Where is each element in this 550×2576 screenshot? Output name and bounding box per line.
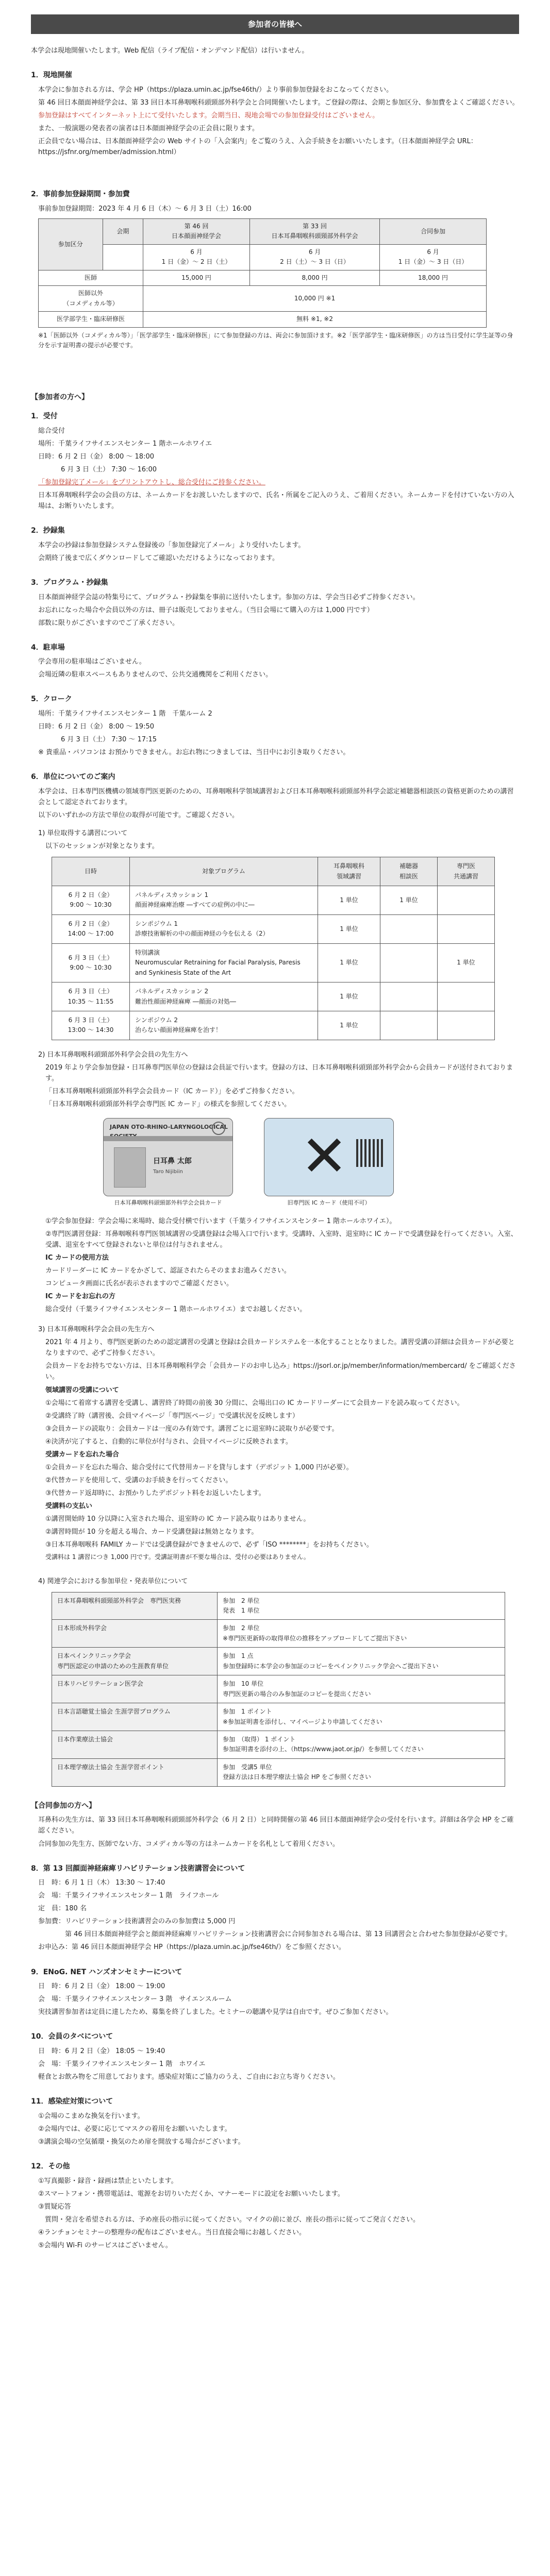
paragraph: ③日本耳鼻咽喉科 FAMILY カードでは受講登録ができませんので、必ず「ISO ********」をお持ちください。 [45,1541,373,1549]
paragraph: ③会員カードの読取り：会員カードは一度のみ有効です。講習ごとに退室時に読取りが必要です。 [45,1425,339,1433]
table-cell: 6 月 2 日（金） 14:00 ～ 17:00 [52,914,130,943]
subsection-heading: 受講料の支払い [45,1502,93,1510]
paragraph: お忘れになった場合や会員以外の方は、冊子は販売しておりません。（当日会場にて購入の方は 1,000 円です） [38,606,374,614]
table-cell: 日本リハビリテーション医学会 [52,1675,218,1703]
paragraph: 「参加登録完了メール」をプリントアウトし、総合受付にご持参ください。 [38,478,265,486]
table-cell: 無料 ※1, ※2 [143,312,487,327]
paragraph: IC カードをお忘れの方 [45,1293,115,1301]
card-name: 日耳鼻 太郎 [153,1157,192,1166]
paragraph: 軽食とお飲み物をご用意しております。感染症対策にご協力のうえ、ご自由にお立ち寄りください。 [38,2073,340,2081]
paragraph: ①会員カードを忘れた場合、総合受付にて代替用カードを貸与します（デポジット 1,000 円が必要）。 [45,1463,353,1471]
old-card-image [264,1118,394,1196]
table-cell: 1 単位 [318,914,380,943]
table-cell: 参加 受講5 単位 登録方法は日本理学療法士協会 HP をご参照ください [218,1758,505,1786]
section-heading: 9．ENoG. NET ハンズオンセミナーについて [31,1968,182,1976]
paragraph: お申込み：第 46 回日本顔面神経学会 HP（https://plaza.umin.ac.jp/fse46th/）をご参照ください。 [38,1943,345,1952]
paragraph: 以下のセッションが対象となります。 [45,842,159,851]
paragraph: 本学会に参加される方は、学会 HP（https://plaza.umin.ac.jp/fse46th/）より事前参加登録をおこなってください。 [38,86,393,94]
table-header: 第 46 回 日本顔面神経学会 [143,219,250,245]
paragraph: IC カードの使用方法 [45,1254,109,1262]
table-cell [438,982,495,1011]
table-cell: 医師 [39,270,143,285]
table-cell: 医師以外 （コメディカル等） [39,286,143,312]
table-cell: シンポジウム 1 診療技術解析の中の顔面神経の今を伝える（2） [130,914,318,943]
paragraph: ①講習開始時 10 分以降に入室された場合、退室時の IC カード読み取りはありません。 [45,1515,310,1523]
paragraph: ⑤会場内 Wi-Fi のサービスはございません。 [38,2241,172,2249]
section-misc [31,2161,519,2251]
reception-time: 6 月 3 日（土） 7:30 ～ 16:00 [61,465,157,473]
table-header: 会期 [103,219,143,245]
paragraph: ④ランチョンセミナーの整理券の配布はございません。当日直接会場にお越しください。 [38,2228,306,2236]
table-header: 参加区分 [39,219,103,270]
qr-code-icon [356,1139,384,1167]
paragraph: 第 46 回日本顔面神経学会と顔面神経麻痺リハビリテーション技術講習会に合同参加される場合は、第 13 回講習会と合わせた参加登録が必要です。 [38,1930,512,1939]
paragraph: 第 46 回日本顔面神経学会は、第 33 回日本耳鼻咽喉科頭頸部外科学会と合同開催いたします。ご登録の際は、会期と参加区分、参加費をよくご確認ください。 [38,99,519,107]
table-cell [380,982,438,1011]
section-heading: 10．会員のタベについて [31,2032,113,2041]
paragraph: ①学会参加登録：学会会場に来場時、総合受付横で行います（千葉ライフサイエンスセンター 1 階ホールホワイエ）。 [45,1217,396,1225]
paragraph: ③質疑応答 [38,2202,71,2211]
section-heading: 12．その他 [31,2162,70,2171]
table-cell: 6 月 1 日（金）～ 3 日（日） [380,244,487,270]
table-header: 合同参加 [380,219,487,245]
card-label: JAPAN OTO-RHINO-LARYNGOLOGICAL [110,1124,228,1131]
paragraph: ②会場内では、必要に応じてマスクの着用をお願いいたします。 [38,2125,231,2133]
paragraph: 受講料は 1 講習につき 1,000 円です。受講証明書が不要な場合は、受付の必要はありません。 [45,1553,310,1561]
table-row [52,1703,505,1731]
intro [31,45,519,56]
table-cell [380,1011,438,1040]
paragraph: 2019 年より学会参加登録・日耳鼻専門医単位の登録は会員証で行います。登録の方は、日本耳鼻咽喉科頭頸部外科学会から会員カードが送付されております。 [45,1063,513,1082]
section-enog-seminar [31,1967,519,2018]
reception-time: 日時：6 月 2 日（金） 8:00 ～ 18:00 [38,452,154,461]
paragraph: 会 場：千葉ライフサイエンスセンター 1 階 ホワイエ [38,2060,206,2069]
paragraph: 本学会の抄録は参加登録システム登録後の「参加登録完了メール」より受付いたします。 [38,541,305,549]
table-cell: 1 単位 [318,943,380,982]
photo-placeholder-icon [114,1147,146,1188]
paragraph: ②講習時間が 10 分を超える場合、カード受講登録は無効となります。 [45,1528,258,1536]
card-caption: 日本耳鼻咽喉科頭頸部外科学会会員カード [114,1199,222,1207]
table-cell [380,914,438,943]
cloak-time: 6 月 3 日（土） 7:30 ～ 17:15 [61,736,157,744]
related-credits-table [52,1592,505,1787]
section-onsite [31,70,519,158]
table-cell: パネルディスカッション 2 難治性顔面神経麻痺 ―顔面の対処― [130,982,318,1011]
table-cell: 参加 （取得） 1 ポイント 参加証明書を添付の上、（https://www.jaot.or.jp/）を参照してください [218,1731,505,1758]
section-cloak [31,693,519,758]
section-heading: 8．第 13 回顔面神経麻痺リハビリテーション技術講習会について [31,1864,245,1873]
table-row [52,1675,505,1703]
subsection-heading: 1) 単位取得する講習について [38,829,128,838]
cloak-time: 日時：6 月 2 日（金） 8:00 ～ 19:50 [38,723,154,731]
paragraph: 合同参加の先生方、医師でない方、コメディカル等の方はネームカードを名札として着用ください。 [38,1840,339,1848]
subsection-heading: 領域講習の受講について [45,1386,119,1394]
table-cell: 参加 2 単位 ※専門医更新時の取得単位の推移をアップロードしてご提出下さい [218,1620,505,1648]
paragraph: ④決済が完了すると、自動的に単位が付与され、会員マイページに反映されます。 [45,1437,292,1446]
member-card-image [103,1118,233,1196]
paragraph: 会 場：千葉ライフサイエンスセンター 3 階 サイエンスルーム [38,1995,232,2004]
table-row [52,982,495,1011]
paragraph: 2021 年 4 月より、専門医更新のための認定講習の受講と登録は会員カードシステムを一本化することとなりました。講習受講の詳細は会員カードが必要となりますので、必ずご持参ください。 [45,1338,515,1358]
paragraph: 会場近隣の駐車スペースもありませんので、公共交通機関をご利用ください。 [38,671,273,679]
paragraph: また、一般演題の発表者の演者は日本顔面神経学会の正会員に限ります。 [38,125,259,133]
paragraph: ②専門医講習登録：耳鼻咽喉科専門医領域講習の受講登録は会場入口で行います。受講時、入室時、退室時に IC カードで受講登録を行ってください。入室、受講、退室をすべて登録されないと単位は付与されません。 [45,1230,518,1249]
paragraph: ①会場のこまめな換気を行います。 [38,2112,144,2120]
table-cell [438,1011,495,1040]
table-cell: 1 単位 [318,982,380,1011]
section-program-book [31,577,519,629]
table-cell: 6 月 1 日（金）～ 2 日（土） [143,244,250,270]
intro-line: 本学会は現地開催いたします。Web 配信（ライブ配信・オンデマンド配信）は行いません。 [31,47,309,55]
paragraph: カードリーダーに IC カードをかざして、認証されたらそのままお進みください。 [45,1267,291,1275]
table-row [52,914,495,943]
subsection-heading: 3) 日本耳鼻咽喉科学会会員の先生方へ [38,1326,155,1334]
table-cell: 参加 1 ポイント ※参加証明書を添付し、マイページより申請してください [218,1703,505,1731]
table-cell: 18,000 円 [380,270,487,285]
program-table [52,857,495,1040]
paragraph: 総合受付（千葉ライフサイエンスセンター 1 階ホールホワイエ）までお越しください。 [45,1306,307,1314]
table-cell: 1 単位 [318,1011,380,1040]
section-heading: 1．現地開催 [31,71,72,80]
paragraph: 会 場：千葉ライフサイエンスセンター 1 階 ライフホール [38,1892,219,1900]
table-row [52,1011,495,1040]
section-rehab-course [31,1863,519,1953]
table-cell: パネルディスカッション 1 顔面神経麻痺治療 ―すべての症例の中に― [130,886,318,915]
table-cell: 1 単位 [318,886,380,915]
table-row [52,857,495,886]
paragraph: 正会員でない場合は、日本顔面神経学会の Web サイトの「入会案内」をご覧のうえ、入会手続きをお願いいたします。（日本顔面神経学会 URL：https://jsfnr.org/member/admission.html） [38,138,477,157]
paragraph: 質問・発言を希望される方は、予め座長の指示に従ってください。マイクの前に並び、座長の指示に従ってご発言ください。 [38,2215,420,2224]
section-heading: 11．感染症対策について [31,2097,113,2106]
table-row [52,1620,505,1648]
paragraph: 本学会は、日本専門医機構の領域専門医更新のための、耳鼻咽喉科学領域講習および日本耳鼻咽喉科頭頸部外科学会認定補聴器相談医の資格更新のための講習会として認定されております。 [38,787,514,806]
table-cell: 6 月 2 日（金） 9:00 ～ 10:30 [52,886,130,915]
table-cell: 6 月 3 日（土） 10:35 ～ 11:55 [52,982,130,1011]
paragraph: 日 時：6 月 2 日（金） 18:05 ～ 19:40 [38,2047,165,2055]
paragraph: 実技講習参加者は定員に達したため、募集を終了しました。セミナーの聴講や見学は自由です。ぜひご参加ください。 [38,2008,393,2016]
card-caption: 旧専門医 IC カード（使用不可） [287,1199,371,1207]
paragraph: 以下のいずれかの方法で単位の取得が可能です。ご確認ください。 [38,811,239,820]
table-row [52,943,495,982]
table-cell: 日本理学療法士協会 生涯学習ポイント [52,1758,218,1786]
table-cell: 6 月 3 日（土） 13:00 ～ 14:30 [52,1011,130,1040]
table-cell: 15,000 円 [143,270,250,285]
table-cell [438,914,495,943]
section-heading: 5．クローク [31,695,72,704]
registration-period: 事前参加登録期間：2023 年 4 月 6 日（木）～ 6 月 3 日（土）16:00 [38,205,252,213]
section-reception [31,411,519,512]
fee-table [38,218,487,328]
table-cell: 日本作業療法士協会 [52,1731,218,1758]
member-card-examples [103,1118,519,1208]
subsection-heading: 2) 日本耳鼻咽喉科頭頸部外科学会会員の先生方へ [38,1050,188,1059]
table-cell: 日本ペインクリニック学会 専門医認定の申請のための生涯教育単位 [52,1648,218,1675]
paragraph: 会期終了後まで広くダウンロードしてご確認いただけるようになっております。 [38,554,279,562]
paragraph: ③代替カード返却時に、お預かりしたデポジット料をお返しいたします。 [45,1489,265,1497]
society-logo-icon [212,1122,225,1135]
table-cell [438,886,495,915]
table-cell: 日本耳鼻咽喉科頭頸部外科学会 専門医実務 [52,1592,218,1620]
page-title: 参加者の皆様へ [31,14,519,34]
section-heading: 2．抄録集 [31,527,65,535]
table-cell: シンポジウム 2 治らない顔面神経麻痺を治す！ [130,1011,318,1040]
section-joint-participants [31,1800,519,1850]
audience-heading: 【参加者の方へ】 [31,393,89,402]
table-row [39,219,487,245]
section-parking [31,642,519,681]
table-row [52,1758,505,1786]
fee-notes: ※1「医師以外（コメディカル等）」「医学部学生・臨床研修医」にて参加登録の方は、両会に参加頂けます。※2「医学部学生・臨床研修医」の方は当日受付に学生証等の身分を示す証明書の提示が必要です。 [38,331,513,349]
section-heading: 2．事前参加登録期間・参加費 [31,190,130,199]
table-row [39,286,487,312]
table-header: 耳鼻咽喉科 領域講習 [318,857,380,886]
paragraph: 参加登録はすべてインターネット上にて受付いたします。会期当日、現地会場での参加登録受付はございません。 [38,112,379,120]
paragraph: ①写真撮影・録音・録画は禁止といたします。 [38,2177,178,2185]
table-header: 補聴器 相談医 [380,857,438,886]
section-members-evening [31,2031,519,2082]
table-cell: 1 単位 [438,943,495,982]
paragraph: 「日本耳鼻咽喉科頭頸部外科学会会員カード（IC カード）」を必ずご持参ください。 [45,1088,299,1095]
paragraph: 部数に限りがございますのでご了承ください。 [38,619,179,627]
reception-where: 場所：千葉ライフサイエンスセンター 1 階ホールホワイエ [38,439,212,448]
paragraph: 定 員：180 名 [38,1905,87,1913]
table-cell: 1 単位 [380,886,438,915]
paragraph: コンピュータ画面に氏名が表示されますのでご確認ください。 [45,1280,234,1288]
cloak-where: 場所：千葉ライフサイエンスセンター 1 階 千葉ルーム 2 [38,710,212,718]
table-cell: 日本言語聴覚士協会 生涯学習プログラム [52,1703,218,1731]
paragraph: 日 時：6 月 1 日（木） 13:30 ～ 17:40 [38,1879,165,1887]
paragraph: 耳鼻科の先生方は、第 33 回日本耳鼻咽喉科頭頸部外科学会（6 月 2 日）と同時開催の第 46 回日本顔面神経学会の受付を行います。詳細は各学会 HP をご確認ください。 [38,1816,514,1835]
section-related-credits [31,1576,519,1787]
old-card-example [264,1118,394,1208]
section-heading: 3．プログラム・抄録集 [31,578,108,587]
table-row [39,244,487,270]
card-sub: Taro Nijibiin [153,1169,183,1175]
table-cell [103,244,143,270]
table-row [52,1648,505,1675]
table-header: 対象プログラム [130,857,318,886]
paragraph: 日本耳鼻咽喉科学会の会員の方は、ネームカードをお渡しいたしますので、氏名・所属をご記入のうえ、ご着用ください。ネームカードを付けていない方の入場は、お断りいたします。 [38,491,514,511]
paragraph: ※ 貴重品・パソコンは お預かりできません。お忘れ物につきましては、当日中にお引き取りください。 [38,749,350,757]
table-cell: 医学部学生・臨床研修医 [39,312,143,327]
section-heading: 1．受付 [31,412,58,421]
section-credits [31,771,519,1562]
table-cell: 特別講演 Neuromuscular Retraining for Facial Paralysis, Paresis and Synkinesis State of the Art [130,943,318,982]
table-cell: 参加 1 点 参加登録時に本学会の参加証のコピーをペインクリニック学会へご提出下さい [218,1648,505,1675]
paragraph: 日 時：6 月 2 日（金） 18:00 ～ 19:00 [38,1982,165,1991]
paragraph: 学会専用の駐車場はございません。 [38,658,146,666]
table-row [52,886,495,915]
subsection-heading: 4) 関連学会における参加単位・発表単位について [38,1577,188,1585]
table-cell: 参加 2 単位 発表 1 単位 [218,1592,505,1620]
card-stripe [104,1136,232,1141]
section-infection-control [31,2096,519,2147]
paragraph: ②スマートフォン・携帯電話は、電源をお切りいただくか、マナーモードに設定をお願いいたします。 [38,2190,344,2198]
table-cell: 参加 10 単位 専門医更新の場合のみ参加証のコピーを提出ください [218,1675,505,1703]
table-header: 専門医 共通講習 [438,857,495,886]
subsection-heading: 受講カードを忘れた場合 [45,1450,120,1459]
section-registration-fee [31,189,519,350]
paragraph: 「日本耳鼻咽喉科頭頸部外科学会専門医 IC カード」の様式を参照してください。 [45,1100,291,1109]
table-cell: 10,000 円 ※1 [143,286,487,312]
table-row [52,1592,505,1620]
paragraph: ①会場にて着席する講習を受講し、講習終了時間の前後 30 分間に、会場出口の IC カードリーダーにて会員カードを読み取ってください。 [45,1399,464,1407]
paragraph: ③講演会場の空気循環・換気のため扉を開放する場合がございます。 [38,2138,245,2146]
table-cell: 6 月 3 日（土） 9:00 ～ 10:30 [52,943,130,982]
table-cell: 8,000 円 [249,270,379,285]
cross-mark-icon: ✕ [301,1123,348,1190]
paragraph: ②代替カードを使用して、受講のお手続きを行ってください。 [45,1476,232,1484]
table-row [39,270,487,285]
member-card-example [103,1118,233,1208]
section-heading: 4．駐車場 [31,643,65,652]
paragraph: 会員カードをお持ちでない方は、日本耳鼻咽喉科学会「会員カードのお申し込み」https://jsorl.or.jp/member/information/membercard/ をご確認ください。 [45,1362,516,1381]
table-cell [380,943,438,982]
table-cell: 日本形成外科学会 [52,1620,218,1648]
section-heading: 6．単位についてのご案内 [31,773,115,782]
paragraph: 日本顔面神経学会誌の特集号にて、プログラム・抄録集を事前に送付いたします。参加の方は、学会当日必ずご持参ください。 [38,593,420,601]
table-header: 日時 [52,857,130,886]
reception-place: 総合受付 [38,427,65,435]
table-row [52,1731,505,1758]
section-heading: 【合同参加の方へ】 [31,1801,96,1810]
section-abstracts [31,525,519,564]
table-header: 第 33 回 日本耳鼻咽喉科頭頸部外科学会 [249,219,379,245]
paragraph: ②受講終了時（講習後、会員マイページ「専門医ページ」で受講状況を反映します） [45,1412,299,1420]
table-row [39,312,487,327]
table-cell: 6 月 2 日（土）～ 3 日（日） [249,244,379,270]
paragraph: 参加費：リハビリテーション技術講習会のみの参加費は 5,000 円 [38,1918,236,1926]
